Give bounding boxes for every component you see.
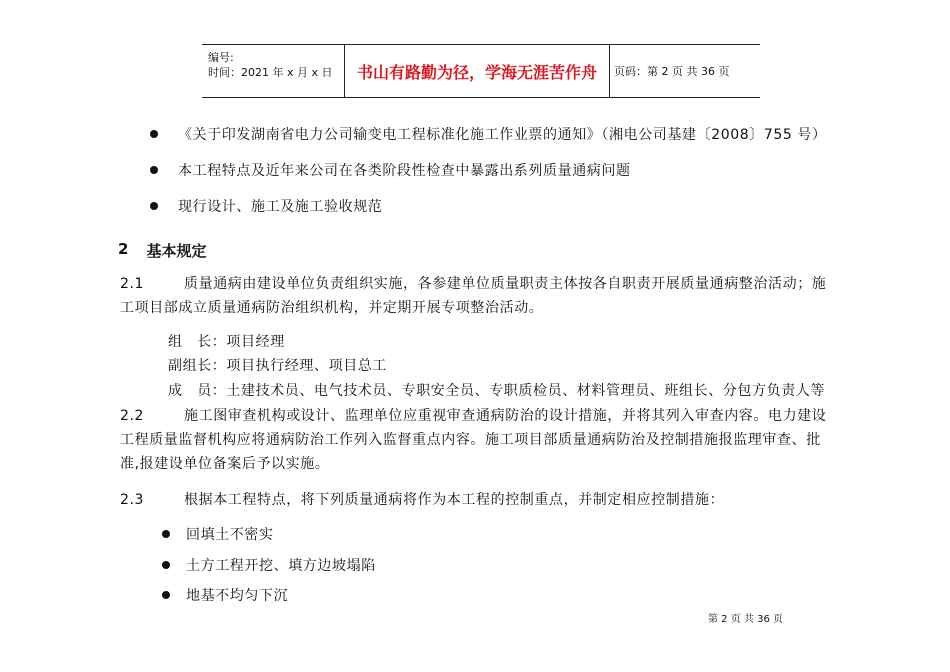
- doc-time-label: 时间：2021 年 x 月 x 日: [208, 66, 333, 79]
- role-leader: 组 长：项目经理: [168, 334, 285, 350]
- control-item: [162, 591, 170, 599]
- clause-number: 2.3: [120, 492, 145, 508]
- role-deputy: 副组长：项目执行经理、项目总工: [168, 358, 387, 374]
- header-meta: [202, 45, 345, 97]
- bullet-icon: [150, 130, 158, 138]
- section-heading: [118, 240, 206, 261]
- doc-number-label: 编号:: [208, 51, 234, 64]
- clause-number: 2.1: [120, 276, 145, 292]
- control-text: 地基不均匀下沉: [186, 588, 289, 604]
- reference-item: [150, 130, 158, 138]
- reference-item: [150, 202, 158, 210]
- role-members: 成 员：土建技术员、电气技术员、专职安全员、专职质检员、材料管理员、班组长、分包方负责人等: [168, 383, 825, 399]
- header-motto: 书山有路勤为径，学海无涯苦作舟: [345, 45, 610, 97]
- clause-number: 2.2: [120, 408, 145, 424]
- header-page-code: 页码：第 2 页 共 36 页: [614, 65, 730, 78]
- reference-text: 本工程特点及近年来公司在各类阶段性检查中暴露出系列质量通病问题: [178, 163, 631, 179]
- bullet-icon: [162, 561, 170, 569]
- page-footer: 第 2 页 共 36 页: [708, 614, 783, 625]
- section-title: 基本规定: [146, 242, 207, 260]
- bullet-icon: [150, 166, 158, 174]
- reference-item: [150, 166, 158, 174]
- paragraph-line: 质量通病由建设单位负责组织实施，各参建单位质量职责主体按各自职责开展质量通病整治活动；施: [184, 276, 827, 292]
- section-number: 2: [118, 240, 129, 258]
- reference-text: 现行设计、施工及施工验收规范: [178, 199, 383, 215]
- control-item: [162, 561, 170, 569]
- control-text: 回填土不密实: [186, 527, 274, 543]
- bullet-icon: [150, 202, 158, 210]
- paragraph-line: 准,报建设单位备案后予以实施。: [120, 456, 330, 472]
- paragraph-line: 施工图审查机构或设计、监理单位应重视审查通病防治的设计措施，并将其列入审查内容。电力建设: [184, 408, 827, 424]
- paragraph-line: 根据本工程特点，将下列质量通病将作为本工程的控制重点，并制定相应控制措施：: [184, 492, 725, 508]
- reference-text: 《关于印发湖南省电力公司输变电工程标准化施工作业票的通知》（湘电公司基建〔2008〕755 号）: [178, 127, 827, 143]
- paragraph-line: 工项目部成立质量通病防治组织机构，并定期开展专项整治活动。: [120, 300, 544, 316]
- bullet-icon: [162, 530, 170, 538]
- bullet-icon: [162, 591, 170, 599]
- paragraph-2-1: [120, 272, 890, 320]
- paragraph-2-2: [120, 404, 890, 476]
- paragraph-line: 工程质量监督机构应将通病防治工作列入监督重点内容。施工项目部质量通病防治及控制措施报监理审查、批: [120, 432, 821, 448]
- page-header: [202, 44, 760, 98]
- paragraph-2-3: [120, 488, 890, 512]
- control-text: 土方工程开挖、填方边坡塌陷: [186, 558, 376, 574]
- control-item: [162, 530, 170, 538]
